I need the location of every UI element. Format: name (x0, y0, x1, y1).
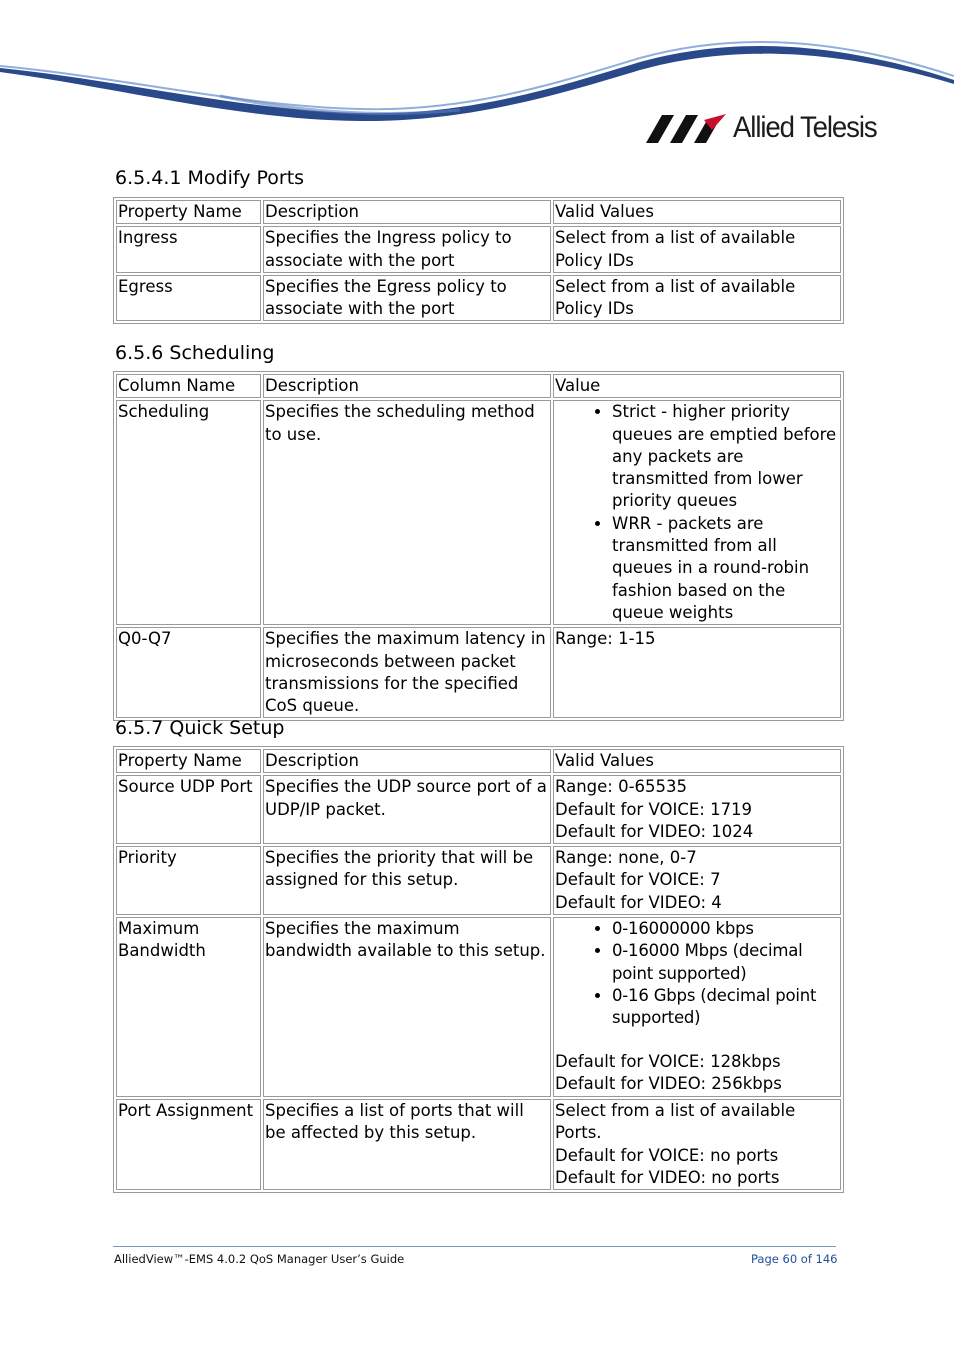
description-cell: Specifies the maximum bandwidth available to this setup. (263, 917, 551, 1097)
value-line: Select from a list of available Ports. (555, 1101, 796, 1143)
value-line: Default for VOICE: no ports (555, 1145, 779, 1165)
section-title-quick-setup: 6.5.7 Quick Setup (115, 717, 285, 739)
description-cell: Specifies the Ingress policy to associate with the port (263, 226, 551, 273)
list-item: • Strict - higher priority queues are emptied before any packets are transmitted from lower priority queues (612, 401, 839, 512)
value-cell (553, 846, 841, 915)
modify-ports-table (113, 197, 844, 324)
value-line: Range: none, 0-7 (555, 848, 697, 868)
list-item: • 0-16 Gbps (decimal point supported) (612, 985, 839, 1030)
list-item: • WRR - packets are transmitted from all queues in a round-robin fashion based on the queue weights (612, 513, 839, 624)
value-line: Default for VIDEO: 4 (555, 892, 722, 912)
value-line: Default for VOICE: 128kbps (555, 1051, 781, 1071)
value-cell: Range: 1-15 (553, 627, 841, 718)
header-cell: Property Name (116, 200, 261, 224)
column-name-cell: Scheduling (116, 400, 261, 625)
value-line: Default for VOICE: 7 (555, 870, 721, 890)
property-name-cell: Port Assignment (116, 1099, 261, 1190)
footer-divider (113, 1246, 836, 1247)
logo-text: Allied Telesis (733, 111, 877, 144)
table-row (116, 917, 841, 1097)
property-name-cell: Priority (116, 846, 261, 915)
property-name-cell: Maximum Bandwidth (116, 917, 261, 1097)
table-row (116, 846, 841, 915)
section-title-scheduling: 6.5.6 Scheduling (115, 342, 275, 364)
description-cell: Specifies the UDP source port of a UDP/IP packet. (263, 775, 551, 844)
value-line: Default for VOICE: 1719 (555, 799, 753, 819)
header-cell: Column Name (116, 374, 261, 398)
value-cell: Select from a list of available Policy IDs (553, 275, 841, 322)
header-cell: Description (263, 749, 551, 773)
header-cell: Description (263, 200, 551, 224)
list-item: • 0-16000 Mbps (decimal point supported) (612, 940, 839, 985)
bullet-list (555, 918, 839, 1029)
header-cell: Valid Values (553, 749, 841, 773)
value-line: Range: 0-65535 (555, 777, 688, 797)
table-row (116, 1099, 841, 1190)
value-line: Default for VIDEO: 1024 (555, 821, 754, 841)
quick-setup-table (113, 746, 844, 1193)
table-row (116, 275, 841, 322)
table-row (116, 226, 841, 273)
footer-doc-title: AlliedView™-EMS 4.0.2 QoS Manager User’s Guide (114, 1252, 405, 1266)
value-cell (553, 917, 841, 1097)
description-cell: Specifies the maximum latency in microseconds between packet transmissions for the specified CoS queue. (263, 627, 551, 718)
bullet-list (555, 401, 839, 624)
allied-telesis-logo (646, 108, 889, 148)
header-cell: Value (553, 374, 841, 398)
footer-page-number: Page 60 of 146 (751, 1252, 838, 1266)
scheduling-table (113, 371, 844, 721)
property-name-cell: Source UDP Port (116, 775, 261, 844)
value-cell: Select from a list of available Policy IDs (553, 226, 841, 273)
value-line: Default for VIDEO: no ports (555, 1167, 780, 1187)
allied-telesis-mark-icon (646, 112, 728, 144)
table-header-row (116, 749, 841, 773)
section-title-modify-ports: 6.5.4.1 Modify Ports (115, 167, 305, 189)
description-cell: Specifies the priority that will be assigned for this setup. (263, 846, 551, 915)
property-name-cell: Ingress (116, 226, 261, 273)
table-header-row (116, 200, 841, 224)
value-cell (553, 400, 841, 625)
column-name-cell: Q0-Q7 (116, 627, 261, 718)
table-row (116, 627, 841, 718)
property-name-cell: Egress (116, 275, 261, 322)
description-cell: Specifies the scheduling method to use. (263, 400, 551, 625)
header-cell: Property Name (116, 749, 261, 773)
list-item: • 0-16000000 kbps (612, 918, 839, 940)
value-cell (553, 1099, 841, 1190)
value-line: Default for VIDEO: 256kbps (555, 1073, 782, 1093)
description-cell: Specifies a list of ports that will be affected by this setup. (263, 1099, 551, 1190)
header-cell: Description (263, 374, 551, 398)
table-header-row (116, 374, 841, 398)
header-cell: Valid Values (553, 200, 841, 224)
table-row (116, 400, 841, 625)
table-row (116, 775, 841, 844)
value-cell (553, 775, 841, 844)
description-cell: Specifies the Egress policy to associate with the port (263, 275, 551, 322)
